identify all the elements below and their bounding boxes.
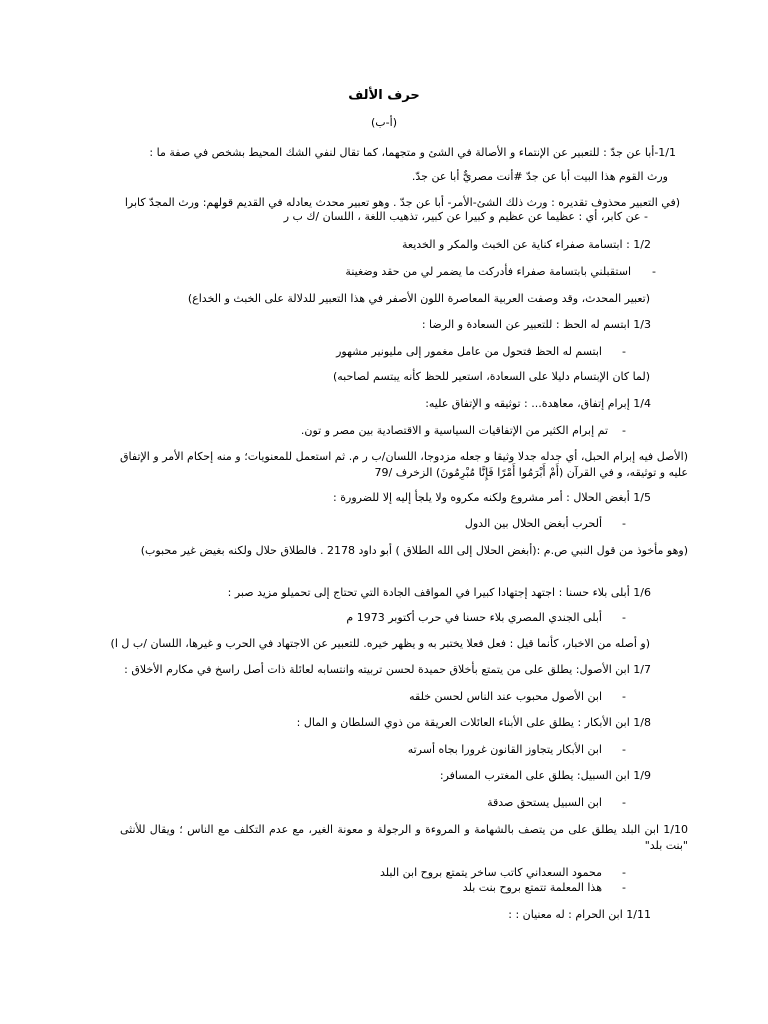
entry-1-1-heading: 1/1-أبا عن جدّ : للتعبير عن الإنتماء و الأصالة في الشئ و متجهما، كما تقال لنفي الشك المحيط بشخص في صفة ما :	[149, 146, 676, 159]
entry-1-5-example: ألحرب أبغض الحلال بين الدول	[464, 517, 602, 530]
entry-1-10-example-1: محمود السعداني كاتب ساخر يتمتع بروح ابن البلد	[380, 866, 602, 879]
entry-1-4-example: تم إبرام الكثير من الإتفاقيات السياسية و الاقتصادية بين مصر و تون.	[300, 424, 608, 437]
entry-1-9-example: ابن السبيل يستحق صدقة	[487, 796, 602, 809]
bullet-dash: -	[622, 345, 626, 358]
entry-1-7-example: ابن الأصول محبوب عند الناس لحسن خلقه	[409, 690, 602, 703]
bullet-dash: -	[622, 881, 626, 894]
entry-1-8-example: ابن الأبكار يتجاوز القانون غرورا بجاه أسرته	[407, 743, 602, 756]
entry-1-10-heading: 1/10 ابن البلد يطلق على من يتصف بالشهامة و المروءة و الرجولة و معونة الغير، مع عدم التكلف مع الناس ؛ ويقال للأنثى "بنت بلد"	[120, 823, 688, 852]
bullet-dash: -	[622, 866, 626, 879]
entry-1-11-heading: 1/11 ابن الحرام : له معنيان : :	[508, 908, 651, 921]
entry-1-6-heading: 1/6 أبلى بلاء حسنا : اجتهد إجتهادا كبيرا في المواقف الجادة التي تحتاج إلى تحميلو مزيد صبر :	[227, 586, 651, 599]
entry-1-4-note: (الأصل فيه إبرام الحبل، أي جدله جدلا وثيقا و جعله مزدوجا، اللسان/ب ر م. ثم استعمل للمعنويات؛ و منه إحكام الأمر و الإتفاق عليه و توثيقه، و في القرآن (أَمْ أَبْرَمُوا أَمْرًا فَإِنَّا مُبْرِمُونَ) الزخرف /79	[120, 450, 688, 479]
entry-1-1-example: ورث القوم هذا البيت أبا عن جدّ #أنت مصريٌّ أبا عن جدّ.	[411, 170, 668, 183]
entry-1-5-note: (وهو مأخوذ من قول النبي ص.م :(أبغض الحلال إلى الله الطلاق ) أبو داود 2178 . فالطلاق حلال ولكنه بغيض غير محبوب)	[140, 544, 688, 557]
entry-1-7-heading: 1/7 ابن الأصول: يطلق على من يتمتع بأخلاق حميدة لحسن تربيته وانتسابه لعائلة ذات أصل راسخ في مكارم الأخلاق :	[124, 663, 651, 676]
entry-1-1-note-line1: (في التعبير محذوف تقديره : ورث ذلك الشئ-الأمر- أبا عن جدّ . وهو تعبير محدث يعادله في القديم قولهم: ورث المجدّ كابرا	[124, 196, 680, 209]
entry-1-3-note: (لما كان الإبتسام دليلا على السعادة، استعير للحظ كأنه يبتسم لصاحبه)	[332, 370, 650, 383]
bullet-dash: -	[622, 517, 626, 530]
entry-1-3-example: ابتسم له الحظ فتحول من عامل مغمور إلى مليونير مشهور	[336, 345, 602, 358]
bullet-dash: -	[622, 796, 626, 809]
entry-1-5-heading: 1/5 أبغض الحلال : أمر مشروع ولكنه مكروه ولا يلجأ إليه إلا للضرورة :	[333, 491, 651, 504]
entry-1-9-heading: 1/9 ابن السبيل: يطلق على المغترب المسافر:	[439, 769, 651, 782]
bullet-dash: -	[622, 424, 626, 437]
bullet-dash: -	[652, 265, 656, 278]
entry-1-6-note: (و أصله من الاخبار، كأنما قيل : فعل فعلا يختبر به و يظهر خيره. للتعبير عن الاجتهاد في الحرب و غيرها، اللسان /ب ل ا)	[110, 637, 650, 650]
page-subtitle: (أ-ب)	[371, 116, 397, 129]
entry-1-2-note: (تعبير المحدث، وقد وصفت العربية المعاصرة اللون الأصفر في هذا التعبير للدلالة على الخبث و الخداع)	[187, 292, 650, 305]
bullet-dash: -	[622, 611, 626, 624]
entry-1-10-example-2: هذا المعلمة تتمتع بروح بنت بلد	[462, 881, 602, 894]
bullet-dash: -	[622, 743, 626, 756]
entry-1-2-heading: 1/2 : ابتسامة صفراء كناية عن الخبث والمكر و الخديعة	[402, 238, 651, 251]
entry-1-3-heading: 1/3 ابتسم له الحظ : للتعبير عن السعادة و الرضا :	[421, 318, 651, 331]
entry-1-2-example: استقبلني بابتسامة صفراء فأدركت ما يضمر لي من حقد وضغينة	[345, 265, 631, 278]
entry-1-8-heading: 1/8 ابن الأبكار : يطلق على الأبناء العائلات العريقة من ذوي السلطان و المال :	[296, 716, 651, 729]
bullet-dash: -	[622, 690, 626, 703]
entry-1-6-example: أبلى الجندي المصري بلاء حسنا في حرب أكتوبر 1973 م	[346, 611, 602, 624]
entry-1-4-heading: 1/4 إبرام إتفاق، معاهدة... : توثيقه و الإتفاق عليه:	[425, 397, 651, 410]
entry-1-1-note-line2: - عن كابر، أي : عظيما عن عظيم و كبيرا عن كبير، تذهيب اللغة ، اللسان /ك ب ر	[283, 210, 648, 223]
page-title: حرف الألف	[348, 88, 420, 103]
